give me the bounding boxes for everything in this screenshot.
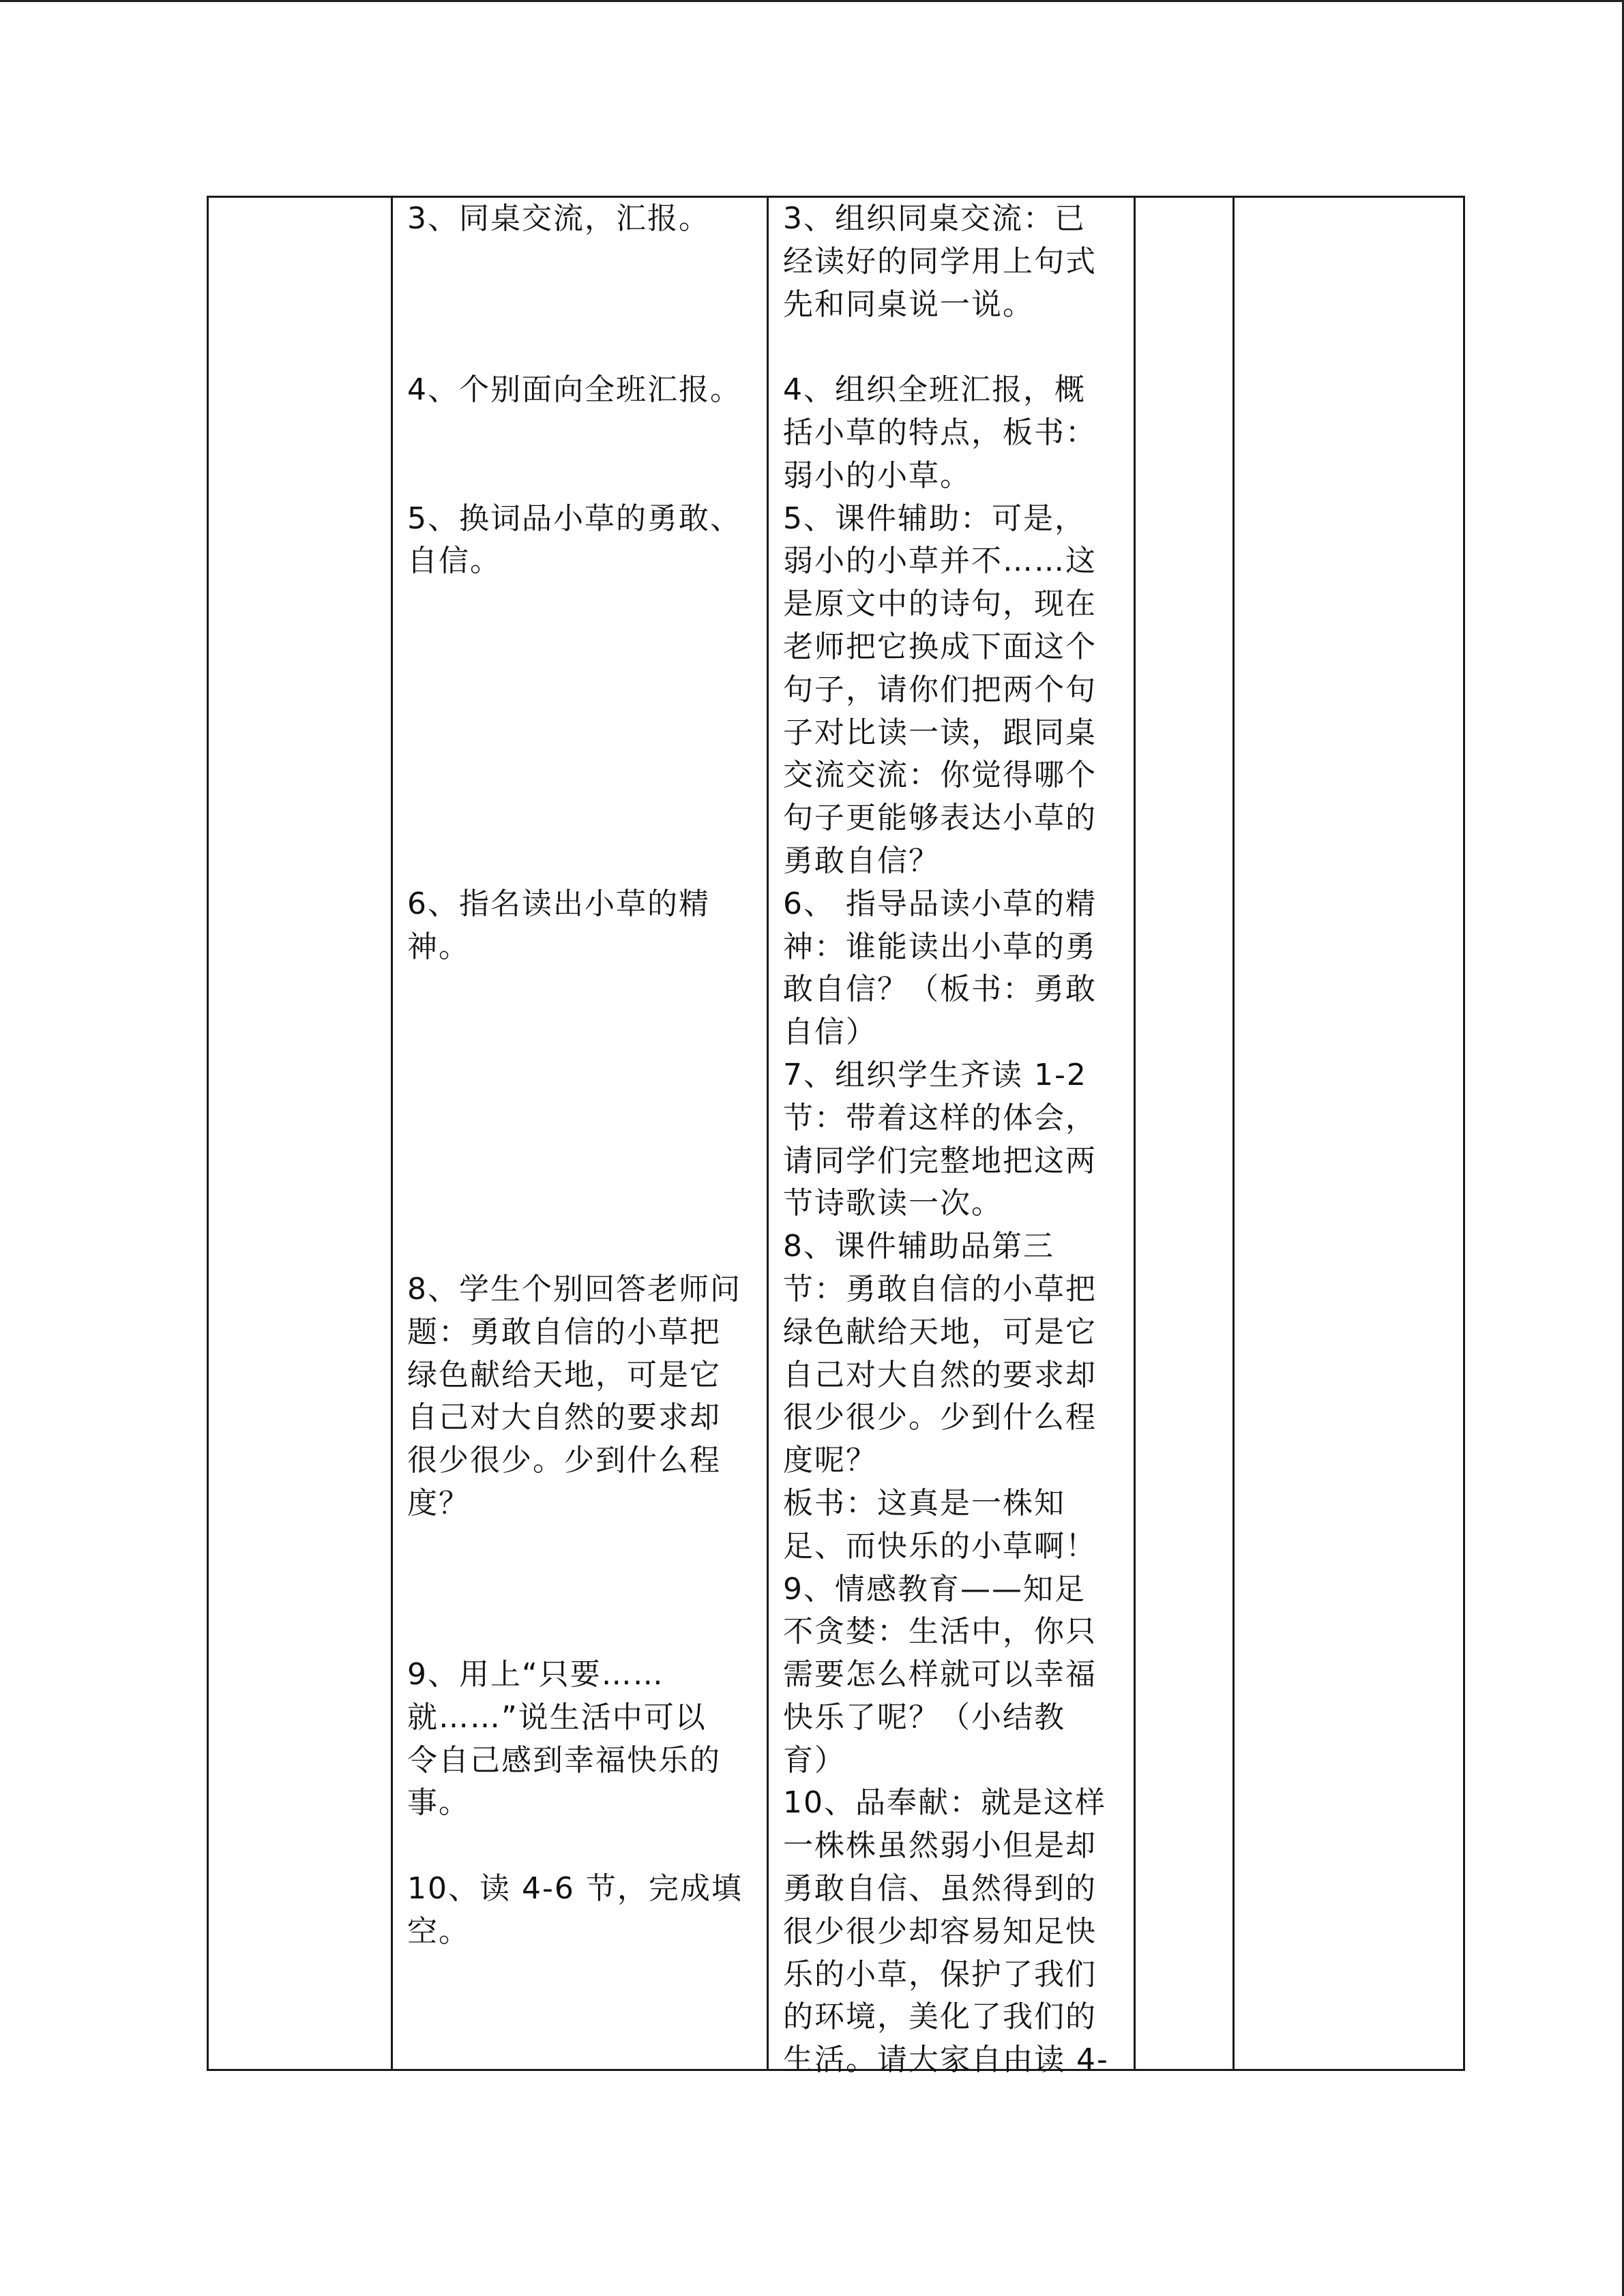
text-line: 板书：这真是一株知 <box>783 1485 1065 1521</box>
text-line: 6、 指导品读小草的精 <box>783 886 1097 921</box>
text-line: 育） <box>783 1742 846 1778</box>
text-line: 5、换词品小草的勇敢、 <box>407 501 741 536</box>
text-line: 需要怎么样就可以幸福 <box>783 1657 1097 1693</box>
text-line: 10、品奉献：就是这样 <box>783 1785 1106 1821</box>
text-line: 3、组织同桌交流：已 <box>783 201 1086 236</box>
text-line <box>407 1011 755 1054</box>
text-line: 自己对大自然的要求却 <box>783 1357 1097 1392</box>
text-line: 勇敢自信、虽然得到的 <box>783 1871 1097 1907</box>
text-line <box>407 669 755 712</box>
text-line: 弱小的小草。 <box>783 458 971 493</box>
text-line <box>407 968 755 1011</box>
text-line: 7、组织学生齐读 1-2 <box>783 1057 1087 1092</box>
text-line: 神。 <box>407 929 470 964</box>
text-line <box>407 1097 755 1140</box>
text-line <box>407 1611 755 1654</box>
text-line: 很少很少却容易知足快 <box>783 1913 1097 1949</box>
text-line <box>407 1825 755 1868</box>
text-line: 令自己感到幸福快乐的 <box>407 1742 721 1778</box>
text-line: 的环境，美化了我们的 <box>783 1999 1097 2035</box>
text-line: 4、组织全班汇报，概 <box>783 372 1086 408</box>
text-line: 敢自信？（板书：勇敢 <box>783 972 1097 1007</box>
text-line: 括小草的特点，板书： <box>783 415 1097 450</box>
text-line <box>407 1525 755 1568</box>
text-line: 10、读 4-6 节，完成填 <box>407 1871 743 1907</box>
text-line: 请同学们完整地把这两 <box>783 1143 1097 1178</box>
text-line: 度？ <box>407 1485 470 1521</box>
text-line: 是原文中的诗句，现在 <box>783 586 1097 622</box>
text-line: 经读好的同学用上句式 <box>783 243 1097 279</box>
text-line: 神：谁能读出小草的勇 <box>783 929 1097 964</box>
text-line <box>407 412 755 455</box>
text-line: 9、情感教育——知足 <box>783 1571 1086 1607</box>
text-line: 子对比读一读，跟同桌 <box>783 715 1097 750</box>
text-line: 5、课件辅助：可是， <box>783 501 1086 536</box>
text-line <box>407 1140 755 1183</box>
text-line: 很少很少。少到什么程 <box>783 1400 1097 1435</box>
column-divider-4 <box>1232 196 1235 2071</box>
text-line <box>407 455 755 498</box>
text-line: 勇敢自信？ <box>783 843 940 878</box>
text-line: 不贪婪：生活中，你只 <box>783 1614 1097 1650</box>
text-line: 绿色献给天地，可是它 <box>783 1314 1097 1350</box>
text-line: 先和同桌说一说。 <box>783 286 1034 322</box>
text-line <box>407 241 755 284</box>
text-line: 节诗歌读一次。 <box>783 1186 1003 1221</box>
text-line <box>407 626 755 669</box>
teacher-activity-cell <box>783 198 1124 2082</box>
text-line: 老师把它换成下面这个 <box>783 629 1097 664</box>
text-line: 交流交流：你觉得哪个 <box>783 758 1097 793</box>
text-line <box>407 1054 755 1097</box>
text-line <box>407 1225 755 1268</box>
text-line: 8、学生个别回答老师问 <box>407 1271 741 1307</box>
text-line: 节：带着这样的体会， <box>783 1100 1097 1135</box>
text-line: 很少很少。少到什么程 <box>407 1443 721 1478</box>
text-line: 6、指名读出小草的精 <box>407 886 710 921</box>
student-activity-cell <box>407 198 755 1954</box>
text-line <box>407 712 755 755</box>
text-line: 自信） <box>783 1015 877 1050</box>
text-line: 快乐了呢？（小结教 <box>783 1699 1065 1735</box>
text-line <box>407 1568 755 1611</box>
text-line: 足、而快乐的小草啊！ <box>783 1528 1097 1564</box>
text-line: 句子更能够表达小草的 <box>783 801 1097 836</box>
text-line: 绿色献给天地，可是它 <box>407 1357 721 1392</box>
text-line: 生活。请大家自由读 4- <box>783 2042 1109 2078</box>
text-line: 事。 <box>407 1785 470 1821</box>
text-line: 8、课件辅助品第三 <box>783 1229 1054 1264</box>
text-line: 句子，请你们把两个句 <box>783 672 1097 707</box>
text-line: 3、同桌交流，汇报。 <box>407 201 710 236</box>
text-line: 题：勇敢自信的小草把 <box>407 1314 721 1350</box>
text-line: 4、个别面向全班汇报。 <box>407 372 741 408</box>
text-line <box>407 583 755 626</box>
text-line: 9、用上“只要…… <box>407 1657 664 1693</box>
text-line: 就……”说生活中可以 <box>407 1699 707 1735</box>
text-line: 自己对大自然的要求却 <box>407 1400 721 1435</box>
text-line <box>783 326 1124 369</box>
text-line <box>407 326 755 369</box>
text-line: 自信。 <box>407 543 501 579</box>
text-line <box>407 1182 755 1225</box>
text-line <box>407 840 755 883</box>
text-line <box>407 797 755 840</box>
text-line: 弱小的小草并不……这 <box>783 543 1097 579</box>
text-line: 节：勇敢自信的小草把 <box>783 1271 1097 1307</box>
column-divider-2 <box>767 196 769 2071</box>
page-top-border <box>0 0 1624 2</box>
text-line: 一株株虽然弱小但是却 <box>783 1828 1097 1864</box>
text-line <box>407 284 755 327</box>
text-line: 空。 <box>407 1913 470 1949</box>
column-divider-3 <box>1134 196 1136 2071</box>
column-divider-1 <box>391 196 393 2071</box>
text-line: 乐的小草，保护了我们 <box>783 1956 1097 1992</box>
text-line: 度呢？ <box>783 1443 877 1478</box>
text-line <box>407 754 755 797</box>
